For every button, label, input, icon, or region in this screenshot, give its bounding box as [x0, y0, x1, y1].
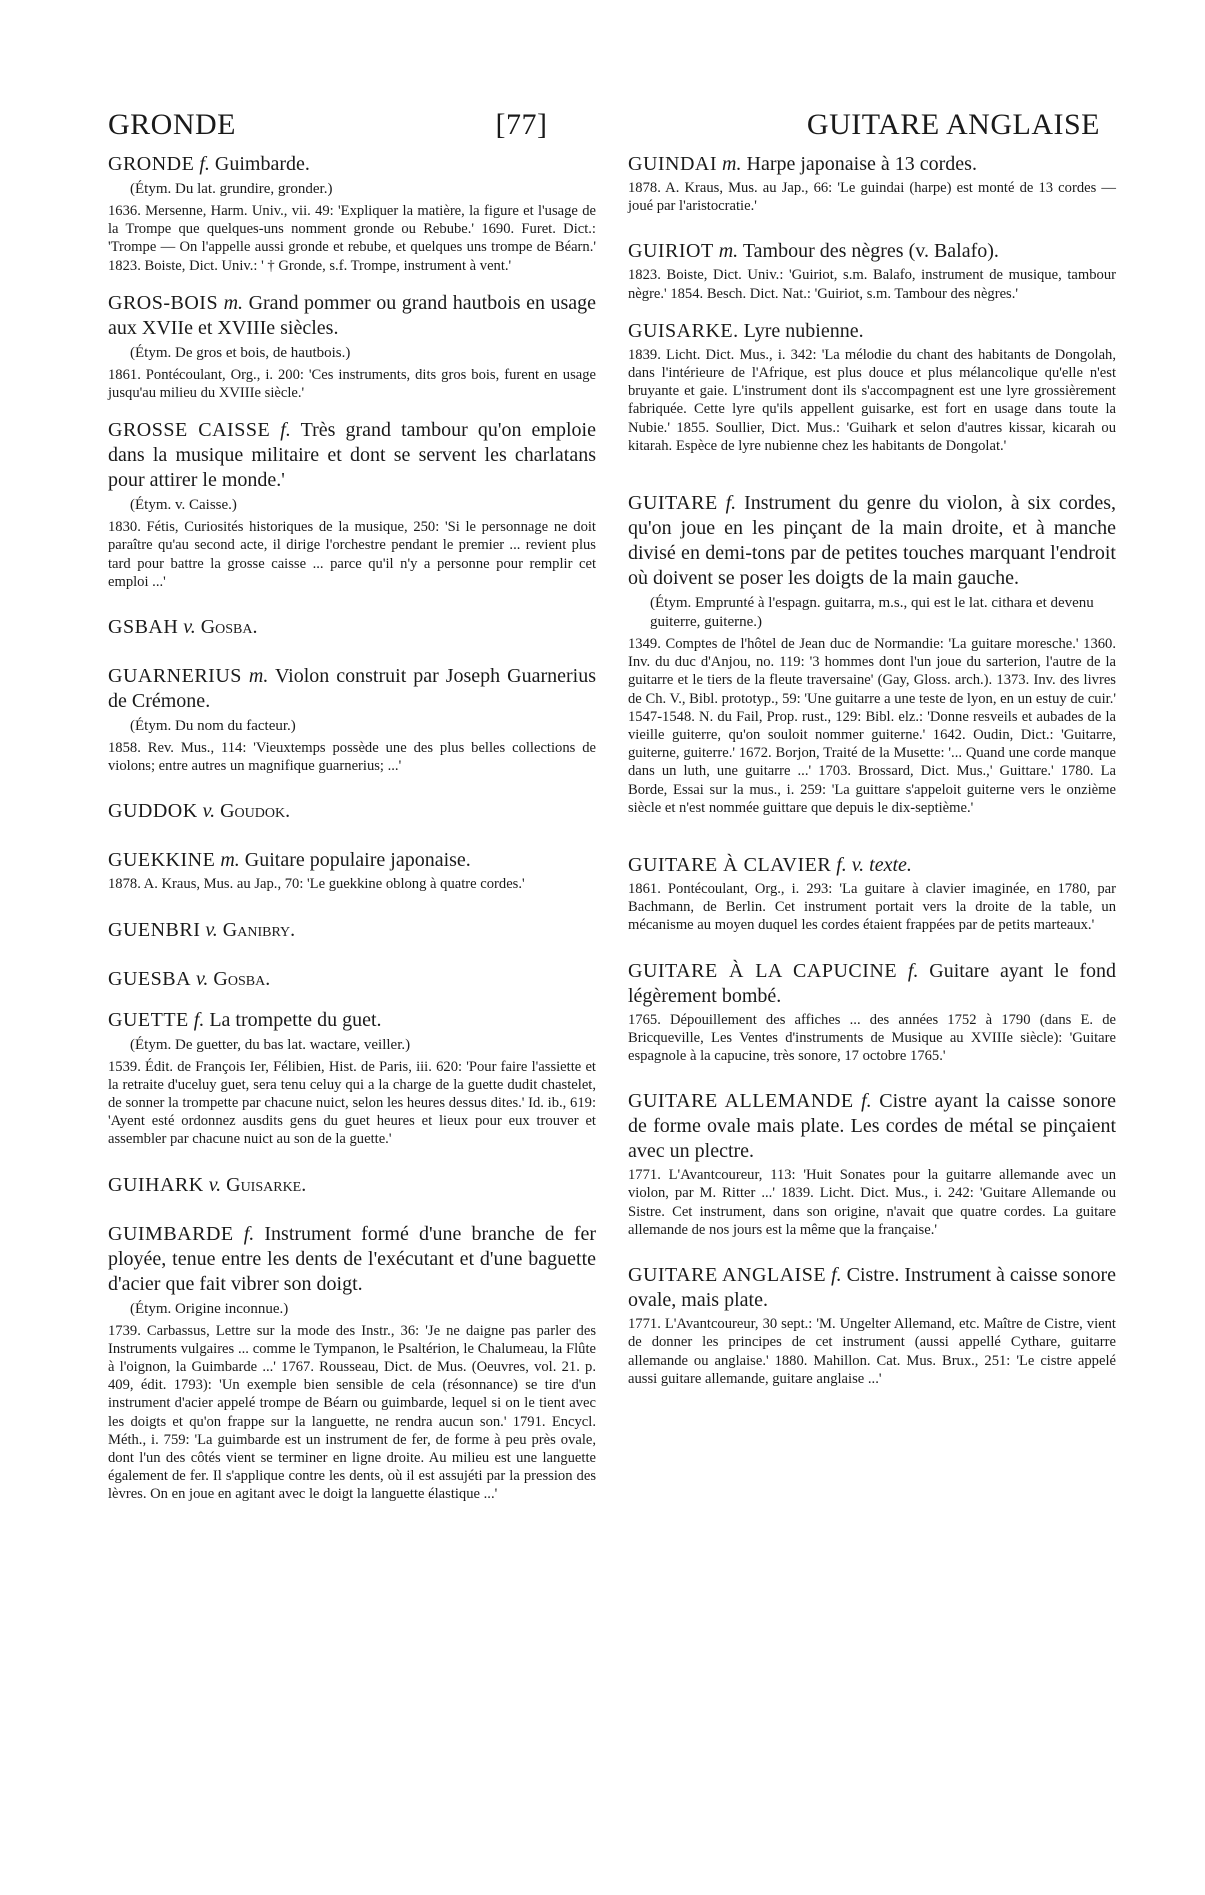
definition: Guitare populaire japonaise. [244, 849, 471, 872]
running-head-right: GUITARE ANGLAISE [806, 108, 1100, 141]
headword: GRONDE [108, 153, 195, 175]
definition: La trompette du guet. [209, 1008, 382, 1031]
headword: GUENBRI [108, 918, 201, 941]
etymology: (Étym. v. Caisse.) [130, 497, 237, 514]
gender: f. [725, 492, 737, 515]
headword: GUIMBARDE [108, 1222, 234, 1245]
definition: Harpe japonaise à 13 cordes. [746, 153, 977, 175]
headword: GROSSE CAISSE [108, 419, 271, 442]
headword: GUETTE [108, 1008, 189, 1031]
entry-guesba [108, 967, 596, 992]
headword: GUDDOK [108, 800, 198, 823]
citations: 1539. Édit. de François Ier, Félibien, Hist. de Paris, iii. 620: 'Pour faire l'assiette et la retraite d'uceluy guet, sera tenu celuy qui a la charge de la guette dudit chastelet, de sonner la trompette par chacune nuict, selon les heures dessus dites.' Id. ib., 619: 'Ayent esté ordonnez ausdits gens du guet heures et lieux pour eux trouver et assembler par chacune nuict au son de la guette.' [108, 1058, 596, 1148]
entry-guette [108, 1008, 596, 1149]
entry-guitare-a-clavier [628, 853, 1116, 935]
citations: 1765. Dépouillement des affiches ... des années 1752 à 1790 (dans E. de Bricqueville, Les Ventes d'instruments de Musique au XVIIIe siècle): 'Guitare espagnole à la capucine, très sonore, 17 octobre 1765.' [628, 1011, 1116, 1065]
headword: GUIRIOT [628, 240, 714, 263]
entry-guiriot [628, 239, 1116, 302]
gender: f. [861, 1090, 872, 1113]
entry-grosse-caisse [108, 418, 596, 591]
etymology: (Étym. Emprunté à l'espagn. guitarra, m.s., qui est le lat. cithara et devenu guiterre, guiterne.) [650, 595, 1094, 631]
entry-guitare-a-la-capucine [628, 959, 1116, 1066]
cross-reference: Goudok. [220, 800, 291, 823]
cross-reference: Gosba. [213, 967, 271, 990]
gender: f. [193, 1008, 205, 1031]
cross-reference: Gosba. [200, 616, 258, 639]
entry-guitare [628, 491, 1116, 817]
etymology: (Étym. Du nom du facteur.) [130, 718, 296, 735]
citations: 1878. A. Kraus, Mus. au Jap., 66: 'Le guindai (harpe) est monté de 13 cordes — joué par l'aristocratie.' [628, 180, 1116, 215]
definition: Violon construit par Joseph Guarnerius de Crémone. [108, 665, 596, 713]
headword: GUITARE À CLAVIER [628, 854, 832, 877]
gender: f. [836, 854, 847, 877]
headword: GUINDAI [628, 153, 718, 175]
gender: v. [183, 616, 196, 639]
gender: v. [202, 800, 216, 823]
entry-guitare-allemande [628, 1089, 1116, 1239]
entry-guddok [108, 799, 596, 824]
page-header [108, 108, 1100, 148]
citations: 1771. L'Avantcoureur, 113: 'Huit Sonates pour la guitarre allemande avec un violon, par M. Ritter ...' 1839. Licht. Dict. Mus., i. 242: 'Guitare Allemande ou Sistre. Cet instrument, dans son origine, n'avait que quatre cordes. La guitare allemande de nos jours est la même que la française.' [628, 1167, 1116, 1238]
gender: f. [280, 419, 291, 442]
gender: v. [205, 918, 218, 941]
citations: 1858. Rev. Mus., 114: 'Vieuxtemps possède une des plus belles collections de violons; entre autres un magnifique guarnerius; ...' [108, 740, 596, 775]
definition: Grand pommer ou grand hautbois en usage aux XVIIe et XVIIIe siècles. [108, 291, 596, 339]
gender: f. [831, 1264, 842, 1287]
headword: GUARNERIUS [108, 665, 242, 688]
headword: GUITARE À LA CAPUCINE [628, 959, 898, 982]
cross-reference: Guisarke. [226, 1173, 307, 1196]
entry-guarnerius [108, 664, 596, 775]
definition: Cistre ayant la caisse sonore de forme ovale mais plate. Les cordes de métal se pinçaient avec un plectre. [628, 1090, 1117, 1163]
headword: GUEKKINE [108, 849, 216, 872]
definition: Lyre nubienne. [743, 319, 864, 342]
etymology: (Étym. De guetter, du bas lat. wactare, veiller.) [130, 1036, 411, 1053]
entry-gronde [108, 152, 596, 275]
citations: 1839. Licht. Dict. Mus., i. 342: 'La mélodie du chant des habitants de Dongolah, dans l'intérieure de l'Afrique, est plus douce et plus mélancolique qu'elle n'est bruyante et gaie. L'instrument dont ils s'accompagnent est une lyre grossièrement fabriquée. Cette lyre qu'ils appellent guisarke, est fort en usage dans toute la Nubie.' 1855. Soullier, Dict. Mus.: 'Guihark et selon d'autres kissar, kicarah ou kitarah. Espèce de lyre nubienne chez les habitants de Dongolat.' [628, 346, 1116, 454]
entry-guekkine [108, 848, 596, 893]
etymology: (Étym. De gros et bois, de hautbois.) [130, 344, 351, 361]
citations: 1861. Pontécoulant, Org., i. 293: 'La guitare à clavier imaginée, en 1780, par Bachmann, de Berlin. Cet instrument portait vers la droite de la table, un mécanisme au moyen duquel les cordes étaient frappées par de petits marteaux.' [628, 881, 1116, 934]
entry-guihark [108, 1173, 596, 1198]
etymology: (Étym. Origine inconnue.) [130, 1300, 289, 1317]
definition: Instrument formé d'une branche de fer ployée, tenue entre les dents de l'exécutant et d'une baguette d'acier que fait vibrer son doigt. [108, 1222, 597, 1295]
citations: 1739. Carbassus, Lettre sur la mode des Instr., 36: 'Je ne daigne pas parler des Instruments vulgaires ... comme le Tympanon, le Psaltérion, le Chalumeau, la Flûte à l'oignon, la Guimbarde ...' 1767. Rousseau, Dict. de Mus. (Oeuvres, vol. 21. p. 409, édit. 1793): 'Un exemple bien sensible de cela (résonnance) se tire d'un instrument d'acier appelé trompe de Béarn ou guimbarde, lequel si on le tient avec les doigts et qu'on frappe sur la languette, ne rendra aucun son.' 1791. Encycl. Méth., i. 759: 'La guimbarde est un instrument de fer, de forme à peu près ovale, dont l'un des côtés vient se terminer en ligne droite. Au milieu est une languette également de fer. Il s'applique contre les dents, où il est assujéti par la pression des lèvres. On en joue en agitant avec le doigt la languette élastique ...' [108, 1322, 596, 1503]
entry-guimbarde [108, 1222, 596, 1504]
citations: 1830. Fétis, Curiosités historiques de la musique, 250: 'Si le personnage ne doit paraître qu'au second acte, il dirige l'orchestre pendant le premier ... revient plus tard pour battre la grosse caisse ... parce qu'il n'y a personne pour remplir cet emploi ...' [108, 519, 596, 590]
citations: 1349. Comptes de l'hôtel de Jean duc de Normandie: 'La guitare moresche.' 1360. Inv. du duc d'Anjou, no. 119: '3 hommes dont l'un joue du sarterion, l'autre de la guitarre et le tiers de la fleute traversaine' (Gay, Gloss. arch.). 1373. Inv. des livres de Ch. V., Bibl. prototyp., 59: 'Une guitarre a une teste de lyon, en un estuy de cuir.' 1547-1548. N. du Fail, Prop. rust., 129: Bibl. elz.: 'Donne resveils et aubades de la vieille guiterre, qu'on souloit nommer guiterne.' 1642. Oudin, Dict.: 'Guitarre, guiterne, guiterre.' 1672. Borjon, Traité de la Musette: '... Quand une corde manque dans un luth, une guitarre ...' 1703. Brossard, Dict. Mus.,' Guittare.' 1780. La Borde, Essai sur la mus., i. 259: 'La guittare s'appeloit guiterne vers le onzième siècle et n'est nommée guittare que depuis le dix-septième.' [628, 636, 1116, 816]
headword: GUITARE ANGLAISE [628, 1264, 827, 1287]
etymology: (Étym. Du lat. grundire, gronder.) [130, 181, 333, 197]
citations: 1823. Boiste, Dict. Univ.: 'Guiriot, s.m. Balafo, instrument de musique, tambour nègre.' 1854. Besch. Dict. Nat.: 'Guiriot, s.m. Tambour des nègres.' [628, 267, 1116, 302]
headword: GUITARE [628, 492, 718, 515]
citations: 1878. A. Kraus, Mus. au Jap., 70: 'Le guekkine oblong à quatre cordes.' [108, 876, 525, 893]
citations: 1771. L'Avantcoureur, 30 sept.: 'M. Ungelter Allemand, etc. Maître de Cistre, vient de donner les principes de cet instrument (aussi appellé Cythare, guitarre allemande ou anglaise.' 1880. Mahillon. Cat. Mus. Brux., 251: 'Le cistre appelé aussi guitare allemande, guitare anglaise ...' [628, 1316, 1116, 1387]
definition: Tambour des nègres (v. Balafo). [742, 240, 999, 263]
entry-gros-bois [108, 291, 596, 402]
definition: v. texte. [851, 854, 912, 877]
gender: m. [223, 291, 244, 314]
gender: f. [199, 153, 210, 175]
page-number: [77] [495, 108, 548, 141]
entry-guenbri [108, 918, 596, 943]
entry-guisarke [628, 319, 1116, 455]
entry-guindai [628, 152, 1116, 215]
entry-gsbah [108, 615, 596, 640]
gender: v. [196, 967, 209, 990]
running-head-left: GRONDE [108, 108, 236, 141]
definition: Guitare ayant le fond légèrement bombé. [628, 959, 1117, 1007]
definition: Instrument du genre du violon, à six cordes, qu'on joue en les pinçant de la main droite, et à manche divisé en demi-tons par de petites touches marquant l'endroit où doivent se poser les doigts de la main gauche. [628, 492, 1117, 590]
definition: Guimbarde. [214, 153, 310, 175]
entry-guitare-anglaise [628, 1263, 1116, 1388]
citations: 1861. Pontécoulant, Org., i. 200: 'Ces instruments, dits gros bois, furent en usage jusqu'au milieu du XVIIIe siècle.' [108, 366, 596, 402]
gender: m. [718, 240, 739, 263]
gender: m. [248, 665, 269, 688]
definition: Cistre. Instrument à caisse sonore ovale, mais plate. [628, 1264, 1116, 1312]
right-column [628, 152, 1116, 1404]
headword: GUIHARK [108, 1173, 204, 1196]
headword: GUISARKE. [628, 319, 739, 342]
gender: f. [907, 959, 919, 982]
left-column [108, 152, 596, 1520]
definition: Très grand tambour qu'on emploie dans la musique militaire et dont se servent les charlatans pour attirer le monde.' [108, 419, 596, 492]
headword: GUITARE ALLEMANDE [628, 1090, 854, 1113]
headword: GROS-BOIS [108, 291, 219, 314]
gender: f. [243, 1222, 255, 1245]
cross-reference: Ganibry. [222, 918, 296, 941]
citations: 1636. Mersenne, Harm. Univ., vii. 49: 'Expliquer la matière, la figure et l'usage de la Trompe que quelques-uns nomment gronde ou Rebube.' 1690. Furet. Dict.: 'Trompe — On l'appelle aussi gronde et rebube, et quelques uns trompe de Béarn.' 1823. Boiste, Dict. Univ.: ' † Gronde, s.f. Trompe, instrument à vent.' [108, 203, 596, 274]
gender: m. [220, 849, 240, 872]
headword: GSBAH [108, 616, 179, 639]
gender: m. [722, 153, 742, 175]
headword: GUESBA [108, 967, 192, 990]
gender: v. [208, 1173, 222, 1196]
